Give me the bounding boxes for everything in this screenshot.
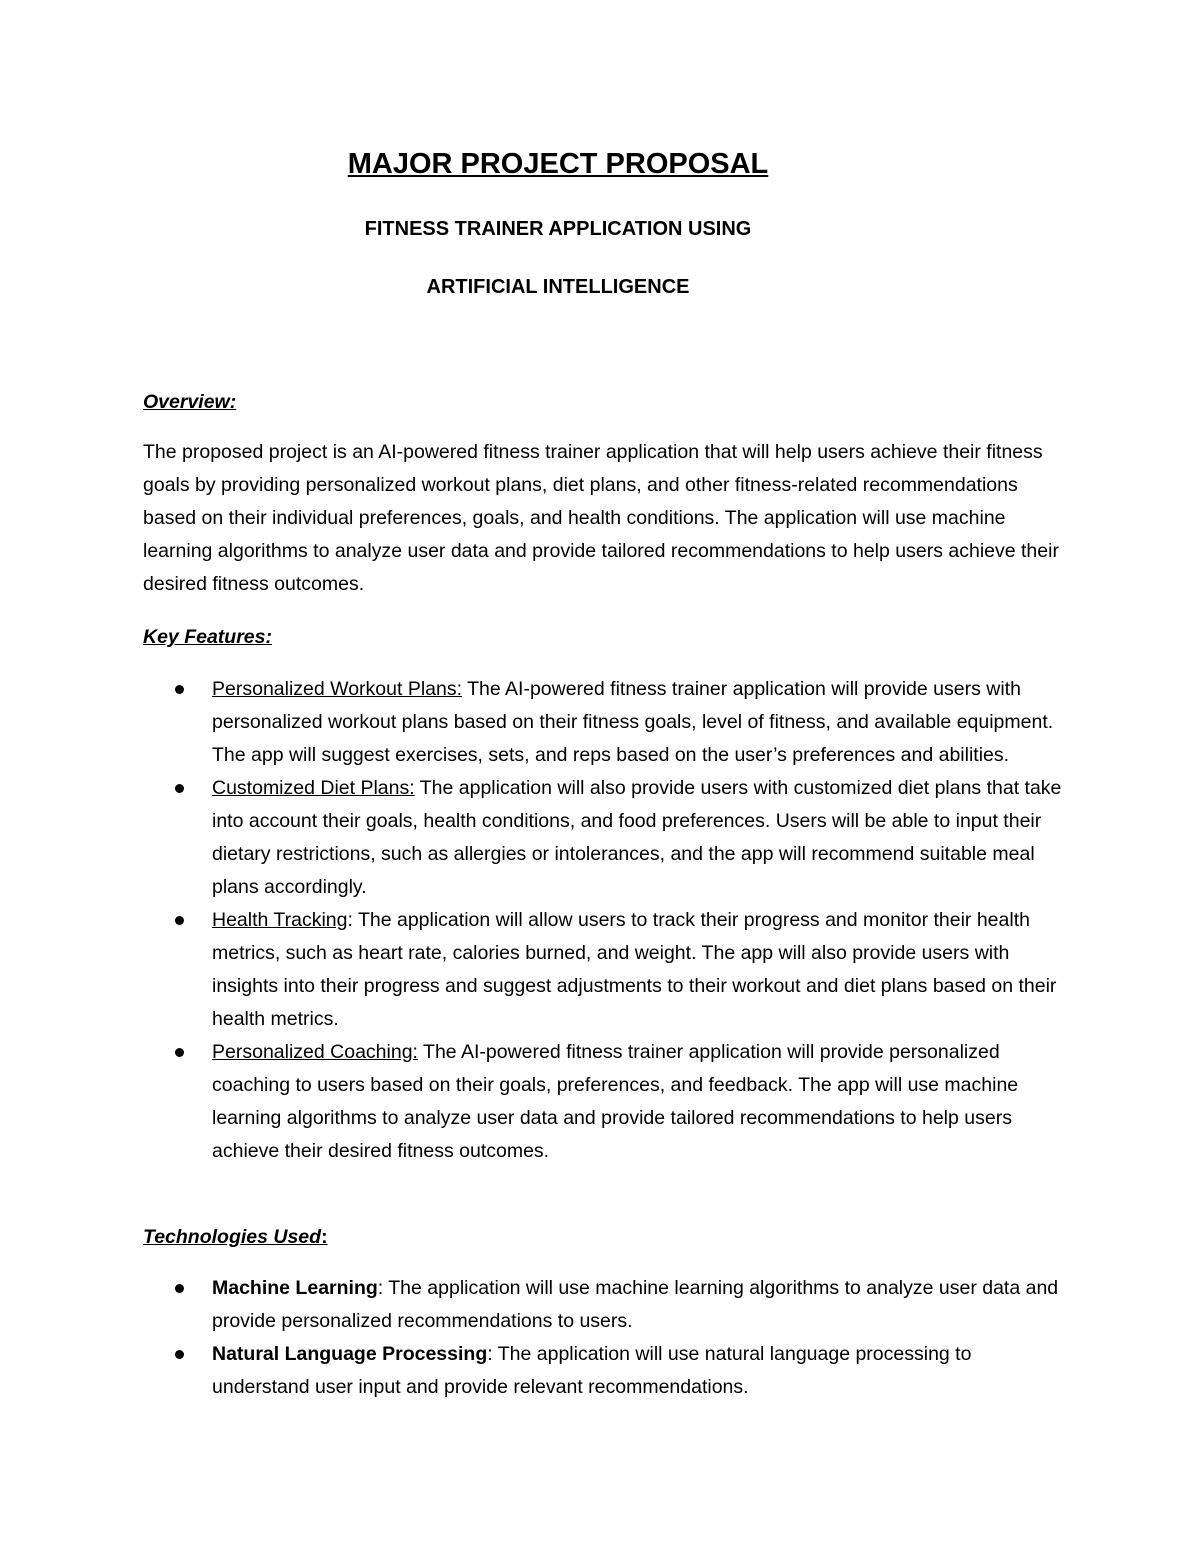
overview-paragraph: The proposed project is an AI-powered fitness trainer application that will help users achieve their fitness goals by providing personalized workout plans, diet plans, and other fitness-related recommendations based on their individual preferences, goals, and health conditions. The application will use machine learning algorithms to analyze user data and provide tailored recommendations to help users achieve their desired fitness outcomes.: [143, 441, 1059, 595]
feature-text: The AI-powered fitness trainer application will provide users with personalized workout plans based on their fitness goals, level of fitness, and available equipment. The app will suggest exercises, sets, and reps based on the user’s preferences and abilities.: [212, 678, 1054, 766]
technology-label: Machine Learning: [212, 1277, 378, 1299]
technologies-heading: [143, 1223, 328, 1251]
list-item: [143, 1338, 1063, 1404]
bullet-icon: [175, 784, 184, 793]
document-subtitle-line-2: ARTIFICIAL INTELLIGENCE: [426, 276, 690, 298]
technology-text: : The application will use natural language processing to understand user input and provide relevant recommendations.: [212, 1343, 972, 1398]
list-item: [143, 772, 1063, 904]
bullet-icon: [175, 685, 184, 694]
bullet-icon: [175, 1048, 184, 1057]
list-item: [143, 904, 1063, 1036]
technology-text: : The application will use machine learning algorithms to analyze user data and provide personalized recommendations to users.: [212, 1277, 1059, 1332]
list-item: [143, 1272, 1063, 1338]
list-item: [143, 673, 1063, 772]
overview-heading: Overview:: [143, 391, 237, 413]
technology-label: Natural Language Processing: [212, 1343, 488, 1365]
bullet-icon: [175, 916, 184, 925]
technologies-heading-text: Technologies Used: [143, 1226, 322, 1248]
technologies-list: [143, 1272, 1063, 1404]
feature-label: Health Tracking: [212, 909, 348, 931]
document-subtitle-line-1: FITNESS TRAINER APPLICATION USING: [364, 218, 752, 240]
technologies-heading-colon: :: [321, 1226, 328, 1248]
bullet-icon: [175, 1350, 184, 1359]
feature-label: Personalized Workout Plans:: [212, 678, 463, 700]
feature-label: Personalized Coaching:: [212, 1041, 418, 1063]
key-features-list: [143, 673, 1063, 1168]
key-features-heading: Key Features:: [143, 626, 272, 648]
list-item: [143, 1036, 1063, 1168]
feature-text: The application will also provide users with customized diet plans that take into account their goals, health conditions, and food preferences. Users will be able to input their dietary restrictions, such as allergies or intolerances, and the app will recommend suitable meal plans accordingly.: [212, 777, 1062, 898]
feature-label: Customized Diet Plans:: [212, 777, 415, 799]
bullet-icon: [175, 1284, 184, 1293]
document-title: MAJOR PROJECT PROPOSAL: [347, 148, 769, 180]
feature-text: The AI-powered fitness trainer application will provide personalized coaching to users based on their goals, preferences, and feedback. The app will use machine learning algorithms to analyze user data and provide tailored recommendations to help users achieve their desired fitness outcomes.: [212, 1041, 1019, 1162]
feature-text: : The application will allow users to track their progress and monitor their health metrics, such as heart rate, calories burned, and weight. The app will also provide users with insights into their progress and suggest adjustments to their workout and diet plans based on their health metrics.: [212, 909, 1057, 1030]
